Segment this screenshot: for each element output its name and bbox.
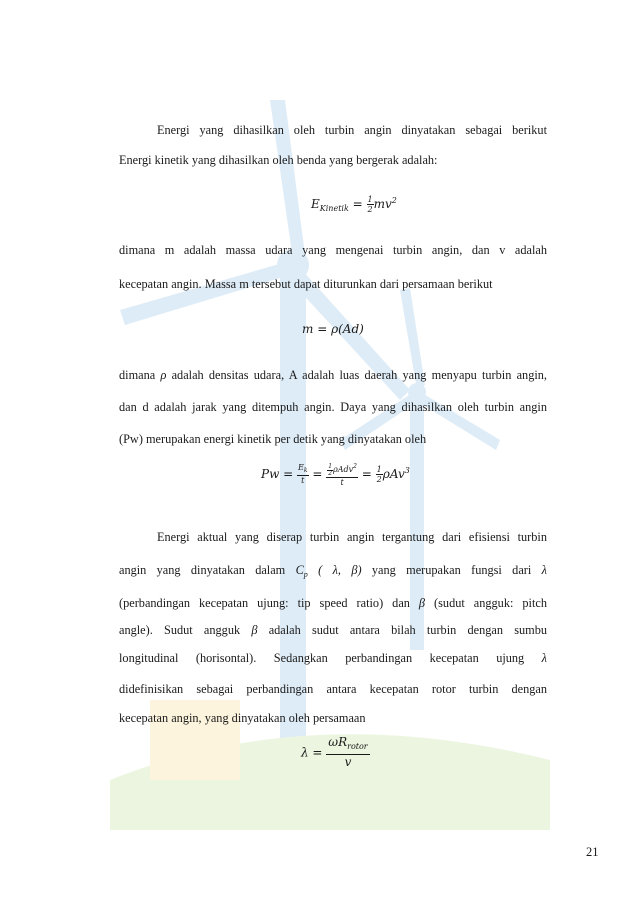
eq-numerator: 1 bbox=[367, 195, 373, 204]
cp-arguments: ( λ, β) bbox=[318, 563, 362, 577]
lambda-symbol: λ bbox=[541, 563, 547, 577]
paragraph-2-line-2: kecepatan angin. Massa m tersebut dapat diturunkan dari persamaan berikut bbox=[119, 277, 493, 291]
kinetic-energy-equation bbox=[311, 195, 397, 214]
eq-subscript: Kinetik bbox=[319, 204, 349, 213]
eq-fraction bbox=[297, 463, 308, 485]
eq-superscript: 2 bbox=[353, 463, 357, 470]
eq-operator: = bbox=[348, 197, 367, 211]
mass-equation: m = ρ(Ad) bbox=[302, 322, 364, 336]
paragraph-3-line-3: (Pw) merupakan energi kinetik per detik yang dinyatakan oleh bbox=[119, 432, 427, 446]
paragraph-1-line-2: Energi kinetik yang dihasilkan oleh benda yang bergerak adalah: bbox=[119, 153, 438, 167]
paragraph-4-line-2 bbox=[119, 563, 547, 582]
text-span: yang merupakan fungsi dari bbox=[371, 563, 532, 577]
tip-speed-ratio-equation bbox=[301, 735, 370, 770]
eq-denominator: 2 bbox=[376, 474, 382, 484]
paragraph-4-line-6: didefinisikan sebagai perbandingan antara kecepatan rotor turbin dengan bbox=[119, 682, 547, 696]
eq-symbol: mv bbox=[373, 197, 392, 211]
paragraph-1-line-1: Energi yang dihasilkan oleh turbin angin dinyatakan sebagai berikut bbox=[157, 123, 547, 137]
paragraph-3-line-1 bbox=[119, 368, 547, 382]
beta-symbol: β bbox=[251, 623, 258, 637]
rho-symbol: ρ bbox=[160, 368, 167, 382]
paragraph-4-line-7: kecepatan angin, yang dinyatakan oleh persamaan bbox=[119, 711, 366, 725]
eq-superscript: 2 bbox=[391, 196, 397, 205]
eq-symbol: E bbox=[298, 463, 304, 473]
eq-denominator: 2 bbox=[328, 469, 333, 477]
eq-fraction bbox=[326, 462, 358, 487]
eq-denominator: t bbox=[301, 476, 305, 486]
eq-lhs: λ = bbox=[301, 745, 327, 760]
eq-superscript: 3 bbox=[404, 465, 410, 475]
cp-letter: C bbox=[295, 563, 304, 577]
lambda-symbol: λ bbox=[541, 651, 547, 665]
text-span: adalah densitas udara, A adalah luas daerah yang menyapu turbin angin, bbox=[166, 368, 547, 382]
eq-subscript: k bbox=[303, 467, 308, 475]
paragraph-2-line-1: dimana m adalah massa udara yang mengenai turbin angin, dan v adalah bbox=[119, 243, 547, 257]
text-span: angin yang dinyatakan dalam bbox=[119, 563, 286, 577]
eq-subscript: rotor bbox=[347, 742, 368, 751]
text-span: angle). Sudut angguk bbox=[119, 623, 241, 637]
power-equation bbox=[261, 462, 410, 487]
page-number: 21 bbox=[586, 845, 599, 859]
cp-symbol bbox=[296, 563, 308, 577]
eq-numerator: 1 bbox=[328, 462, 333, 470]
eq-fraction bbox=[326, 735, 369, 770]
cp-subscript: p bbox=[303, 570, 308, 579]
eq-fraction bbox=[376, 465, 383, 484]
eq-symbol: E bbox=[311, 197, 320, 211]
paragraph-3-line-2: dan d adalah jarak yang ditempuh angin. Daya yang dihasilkan oleh turbin angin bbox=[119, 400, 547, 414]
eq-operator: = bbox=[357, 466, 376, 481]
text-span: (perbandingan kecepatan ujung: tip speed ratio) dan bbox=[119, 596, 410, 610]
text-span: longitudinal (horisontal). Sedangkan perbandingan kecepatan ujung bbox=[119, 651, 525, 665]
text-span: adalah sudut antara bilah turbin dengan sumbu bbox=[268, 623, 547, 637]
eq-numerator bbox=[297, 463, 308, 476]
eq-symbol: ωR bbox=[328, 735, 348, 749]
paragraph-4-line-3 bbox=[119, 596, 547, 610]
paragraph-4-line-4 bbox=[119, 623, 547, 637]
eq-lhs: Pw = bbox=[261, 466, 298, 481]
eq-numerator bbox=[326, 735, 369, 755]
beta-symbol: β bbox=[418, 596, 426, 610]
eq-operator: = bbox=[308, 466, 327, 481]
eq-symbol: ρAdv bbox=[333, 465, 354, 474]
eq-denominator: 2 bbox=[367, 205, 373, 214]
paragraph-4-line-5 bbox=[119, 651, 547, 665]
paragraph-4-line-1: Energi aktual yang diserap turbin angin tergantung dari efisiensi turbin bbox=[157, 530, 547, 544]
eq-numerator bbox=[326, 462, 358, 478]
text-span: (sudut angguk: pitch bbox=[434, 596, 547, 610]
eq-denominator: v bbox=[344, 755, 352, 769]
eq-symbol: ρAv bbox=[382, 466, 405, 481]
eq-fraction bbox=[367, 195, 374, 214]
eq-numerator: 1 bbox=[376, 464, 382, 474]
eq-denominator: t bbox=[340, 477, 344, 487]
text-span: dimana bbox=[119, 368, 161, 382]
